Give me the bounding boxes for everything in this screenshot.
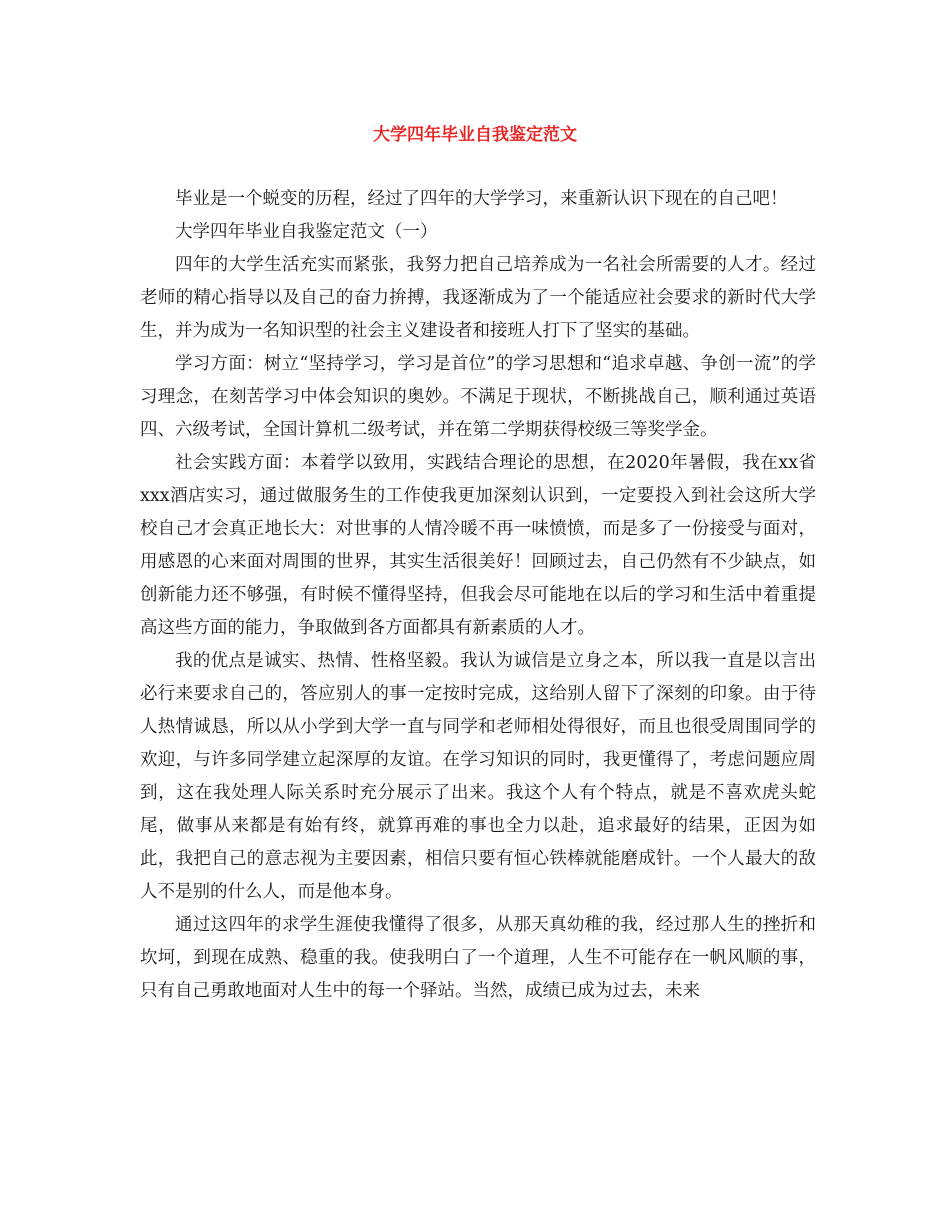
document-title: 大学四年毕业自我鉴定范文 xyxy=(373,125,577,145)
strengths-paragraph: 我的优点是诚实、热情、性格坚毅。我认为诚信是立身之本，所以我一直是以言出必行来要求自己的，答应别人的事一定按时完成，这给别人留下了深刻的印象。由于待人热情诚恳，所以从小学到大学一直与同学和老师相处得很好，而且也很受周围同学的欢迎，与许多同学建立起深厚的友谊。在学习知识的同时，我更懂得了，考虑问题应周到，这在我处理人际关系时充分展示了出来。我这个人有个特点，就是不喜欢虎头蛇尾，做事从来都是有始有终，就算再难的事也全力以赴，追求最好的结果，正因为如此，我把自己的意志视为主要因素，相信只要有恒心铁棒就能磨成针。一个人最大的敌人不是别的什么人，而是他本身。 xyxy=(140,651,816,902)
reflection-paragraph: 通过这四年的求学生涯使我懂得了很多，从那天真幼稚的我，经过那人生的挫折和坎坷，到现在成熟、稳重的我。使我明白了一个道理，人生不可能存在一帆风顺的事，只有自己勇敢地面对人生中的每一个驿站。当然，成绩已成为过去，未来 xyxy=(140,915,816,1001)
body-paragraph: 四年的大学生活充实而紧张，我努力把自己培养成为一名社会所需要的人才。经过老师的精心指导以及自己的奋力拚搏，我逐渐成为了一个能适应社会要求的新时代大学生，并为成为一名知识型的社会主义建设者和接班人打下了坚实的基础。 xyxy=(140,255,816,341)
study-paragraph: 学习方面：树立“坚持学习，学习是首位”的学习思想和“追求卓越、争创一流”的学习理念，在刻苦学习中体会知识的奥妙。不满足于现状，不断挑战自己，顺利通过英语四、六级考试，全国计算机二级考试，并在第二学期获得校级三等奖学金。 xyxy=(140,354,816,440)
practice-paragraph: 社会实践方面：本着学以致用，实践结合理论的思想，在2020年暑假，我在xx省xxx酒店实习，通过做服务生的工作使我更加深刻认识到，一定要投入到社会这所大学校自己才会真正地长大：对世事的人情冷暖不再一味愤愤，而是多了一份接受与面对，用感恩的心来面对周围的世界，其实生活很美好！回顾过去，自己仍然有不少缺点，如创新能力还不够强，有时候不懂得坚持，但我会尽可能地在以后的学习和生活中着重提高这些方面的能力，争取做到各方面都具有新素质的人才。 xyxy=(140,453,816,638)
intro-paragraph: 毕业是一个蜕变的历程，经过了四年的大学学习，来重新认识下现在的自己吧！ xyxy=(175,189,788,209)
document-body xyxy=(140,183,816,1008)
section-heading: 大学四年毕业自我鉴定范文（一） xyxy=(175,222,438,242)
